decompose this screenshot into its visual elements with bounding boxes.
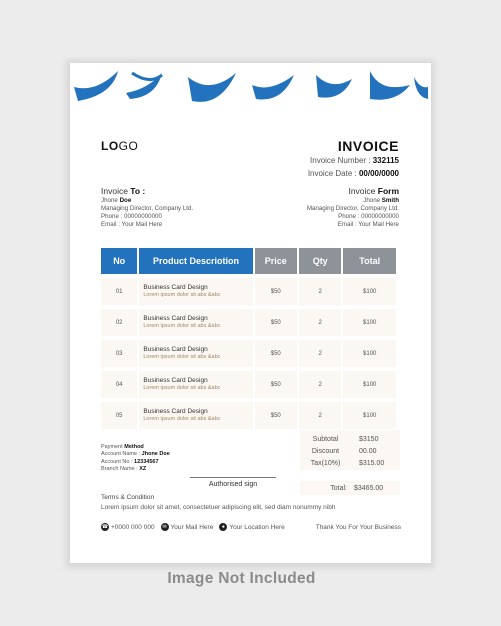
row-total: $100 bbox=[343, 402, 396, 429]
row-description bbox=[139, 371, 252, 398]
bill-from-name bbox=[307, 197, 399, 205]
bill-to-heading-text: Invoice bbox=[101, 186, 131, 196]
items-table-header bbox=[101, 248, 396, 274]
footer-location-text: Your Location Here bbox=[229, 523, 285, 531]
terms-title: Terms & Condition bbox=[101, 494, 155, 501]
row-qty: 2 bbox=[299, 340, 341, 367]
discount-row bbox=[300, 445, 400, 457]
image-caption: Image Not Included bbox=[167, 570, 316, 587]
row-no: 02 bbox=[101, 309, 137, 336]
account-number-value: 12334567 bbox=[134, 458, 159, 465]
row-price: $50 bbox=[255, 340, 297, 367]
table-row bbox=[101, 340, 396, 367]
row-total: $100 bbox=[343, 309, 396, 336]
location-pin-icon: ● bbox=[219, 523, 227, 531]
table-row bbox=[101, 278, 396, 305]
phone-icon: ☎ bbox=[101, 524, 109, 530]
logo-text-bold: LO bbox=[101, 139, 119, 153]
bill-from-first-name: Jhone bbox=[363, 197, 382, 204]
row-price: $50 bbox=[255, 402, 297, 429]
row-item-subtitle: Lorem ipsum dolor sit abs &abc bbox=[143, 354, 221, 360]
bill-to-name bbox=[101, 197, 193, 205]
row-no: 03 bbox=[101, 340, 137, 367]
row-item-subtitle: Lorem ipsum dolor sit abs &abc bbox=[143, 292, 221, 298]
footer-contact-bar bbox=[101, 523, 401, 531]
footer-mail bbox=[161, 523, 214, 531]
totals-box bbox=[300, 430, 400, 470]
row-no: 04 bbox=[101, 371, 137, 398]
col-header-no: No bbox=[101, 248, 137, 274]
bill-from-email: Email : Your Mail Here bbox=[337, 221, 399, 228]
items-table bbox=[99, 244, 398, 433]
footer-thanks: Thank You For Your Business bbox=[315, 523, 401, 531]
payment-heading bbox=[101, 444, 170, 451]
row-qty: 2 bbox=[299, 402, 341, 429]
bill-from-heading bbox=[307, 186, 399, 197]
bill-to-phone: Phone : 00000000000 bbox=[101, 213, 162, 220]
invoice-sheet bbox=[70, 63, 431, 563]
signature-label: Authorised sign bbox=[208, 481, 258, 488]
account-name-value: Jhone Doe bbox=[141, 451, 170, 458]
col-header-price: Price bbox=[255, 248, 297, 274]
payment-heading-text: Payment bbox=[101, 444, 125, 450]
account-name bbox=[101, 451, 170, 458]
row-total: $100 bbox=[343, 371, 396, 398]
terms-text: Lorem ipsum dolor sit amet, consectetuer adipiscing elit, sed diam nonummy nibh bbox=[101, 504, 336, 511]
row-description bbox=[139, 278, 252, 305]
table-row bbox=[101, 402, 396, 429]
branch-name-label: Branch Name : bbox=[101, 466, 140, 473]
grand-total-value: $3465.00 bbox=[354, 484, 384, 492]
row-qty: 2 bbox=[299, 371, 341, 398]
col-header-total: Total bbox=[343, 248, 396, 274]
row-price: $50 bbox=[255, 278, 297, 305]
account-name-label: Account Name : bbox=[101, 451, 142, 458]
bill-to-email: Email : Your Mail Here bbox=[101, 221, 163, 228]
row-item-subtitle: Lorem ipsum dolor sit abs &abc bbox=[143, 385, 221, 391]
bill-from-block bbox=[307, 186, 399, 229]
tax-row bbox=[300, 457, 400, 469]
row-item-title: Business Card Design bbox=[143, 315, 208, 322]
branch-name-value: XZ bbox=[139, 466, 147, 473]
tax-value: $315.00 bbox=[359, 460, 385, 467]
grand-total-label: Total: bbox=[330, 484, 347, 492]
row-total: $100 bbox=[343, 278, 396, 305]
tax-label: Tax(10%) bbox=[310, 460, 341, 467]
discount-label: Discount bbox=[311, 448, 340, 455]
row-qty: 2 bbox=[299, 309, 341, 336]
row-item-subtitle: Lorem ipsum dolor sit abs &abc bbox=[143, 323, 221, 329]
invoice-date-value: 00/00/0000 bbox=[358, 169, 399, 178]
row-item-title: Business Card Design bbox=[143, 377, 208, 384]
branch-name bbox=[101, 466, 170, 473]
row-total: $100 bbox=[343, 340, 396, 367]
subtotal-value: $3150 bbox=[359, 436, 379, 443]
table-row bbox=[101, 371, 396, 398]
footer-phone bbox=[101, 523, 155, 531]
row-qty: 2 bbox=[299, 278, 341, 305]
row-description bbox=[139, 340, 252, 367]
row-no: 01 bbox=[101, 278, 137, 305]
bill-to-heading-bold: To : bbox=[130, 186, 146, 196]
footer-location bbox=[219, 523, 284, 531]
account-number bbox=[101, 459, 170, 466]
invoice-number-value: 332115 bbox=[372, 156, 399, 165]
row-description bbox=[139, 309, 252, 336]
footer-phone-text: +0000 000 000 bbox=[111, 523, 155, 531]
row-description bbox=[139, 402, 252, 429]
grand-total-row bbox=[300, 481, 400, 495]
bill-from-heading-bold: Form bbox=[377, 186, 399, 196]
company-logo bbox=[101, 139, 138, 153]
row-item-title: Business Card Design bbox=[143, 284, 208, 291]
subtotal-row bbox=[300, 430, 400, 445]
invoice-date-label: Invoice Date : bbox=[307, 169, 359, 178]
col-header-description: Product Descriotion bbox=[139, 248, 252, 274]
invoice-number-label: Invoice Number : bbox=[310, 156, 373, 165]
bill-from-heading-text: Invoice bbox=[348, 186, 378, 196]
payment-heading-bold: Method bbox=[124, 444, 144, 450]
row-item-subtitle: Lorem ipsum dolor sit abs &abc bbox=[143, 416, 221, 422]
row-price: $50 bbox=[255, 371, 297, 398]
payment-method-block bbox=[101, 444, 170, 474]
bill-from-phone: Phone : 00000000000 bbox=[338, 213, 399, 220]
subtotal-label: Subtotal bbox=[312, 436, 339, 443]
invoice-meta bbox=[308, 154, 399, 180]
signature-line bbox=[190, 477, 276, 478]
bill-to-title: Managing Director, Company Ltd. bbox=[101, 205, 194, 212]
row-item-title: Business Card Design bbox=[143, 346, 208, 353]
row-no: 05 bbox=[101, 402, 137, 429]
bill-from-title: Managing Director, Company Ltd. bbox=[306, 205, 399, 212]
discount-value: 00.00 bbox=[359, 448, 377, 455]
footer-mail-text: Your Mail Here bbox=[170, 523, 214, 531]
bill-to-heading bbox=[101, 186, 193, 197]
invoice-number bbox=[308, 154, 399, 167]
mail-icon: ✉ bbox=[162, 524, 167, 530]
bill-to-block bbox=[101, 186, 193, 229]
row-item-title: Business Card Design bbox=[143, 408, 208, 415]
invoice-date bbox=[308, 167, 399, 180]
invoice-title: INVOICE bbox=[337, 138, 399, 154]
header-wave-decoration bbox=[70, 63, 431, 115]
bill-from-last-name: Smith bbox=[381, 197, 399, 204]
bill-to-last-name: Doe bbox=[119, 197, 132, 204]
bill-to-first-name: Jhone bbox=[101, 197, 120, 204]
row-price: $50 bbox=[255, 309, 297, 336]
col-header-qty: Qty bbox=[299, 248, 341, 274]
account-number-label: Account No : bbox=[101, 458, 135, 465]
logo-text-rest: GO bbox=[118, 139, 139, 153]
table-row bbox=[101, 309, 396, 336]
